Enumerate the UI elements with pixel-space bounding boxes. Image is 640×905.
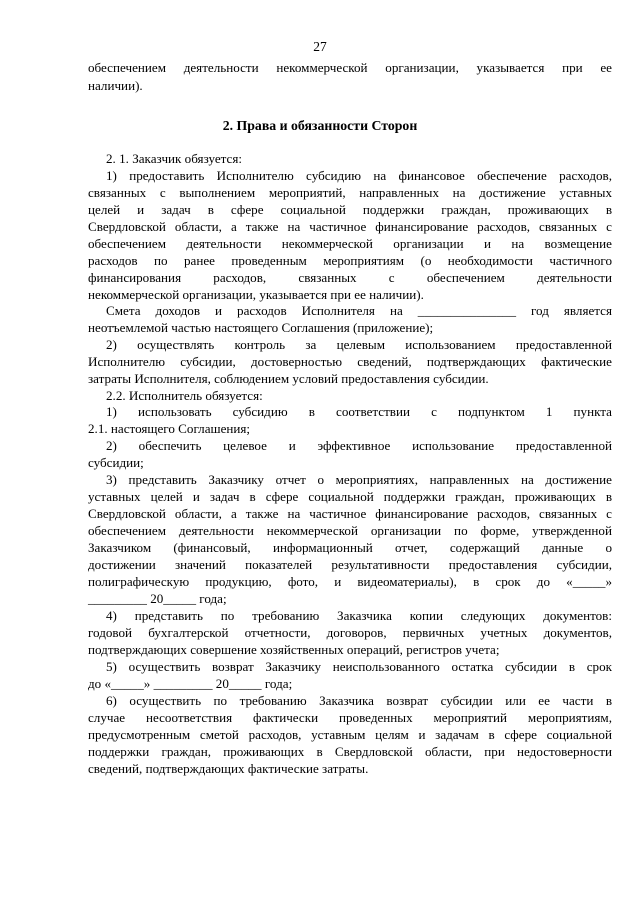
text-line: финансирования расходов, связанных с обеспечением деятельности	[88, 270, 612, 285]
text-line: Смета доходов и расходов Исполнителя на _______________ год является	[106, 303, 612, 318]
page-number: 27	[313, 39, 327, 54]
text-line: 2.1. настоящего Соглашения;	[88, 421, 251, 436]
text-line: предусмотренным сметой расходов, уставным целям и задачам в сфере социальной	[88, 727, 612, 742]
section-heading: 2. Права и обязанности Сторон	[222, 118, 418, 133]
text-line: целей и задач в сфере социальной поддержки граждан, проживающих в	[88, 202, 612, 217]
text-line: подтверждающих совершение хозяйственных операций, регистров учета;	[88, 642, 500, 657]
text-line: Свердловской области, а также на частичное финансирование расходов, связанных с	[88, 219, 612, 234]
text-line: 4) представить по требованию Заказчика копии следующих документов:	[106, 608, 612, 623]
text-line: достижении значений показателей результативности предоставления субсидии,	[88, 557, 612, 572]
text-line: поддержки граждан, проживающих в Свердловской области, при недостоверности	[88, 744, 612, 759]
text-line: некоммерческой организации, указывается при ее наличии).	[88, 287, 424, 302]
text-line: до «_____» _________ 20_____ года;	[88, 676, 293, 691]
text-line: субсидии;	[88, 455, 144, 470]
text-line: полиграфическую продукцию, фото, и видеоматериалы), в срок до «_____»	[88, 574, 612, 589]
text-line: связанных с выполнением мероприятий, направленных на достижение уставных	[88, 185, 612, 200]
text-line: 3) представить Заказчику отчет о мероприятиях, направленных на достижение	[106, 472, 612, 487]
text-line: Свердловской области, а также на частичное финансирование расходов, связанных с	[88, 506, 612, 521]
text-line: 2) осуществлять контроль за целевым использованием предоставленной	[106, 337, 612, 352]
text-line: сведений, подтверждающих фактические затраты.	[88, 761, 369, 776]
text-line: случае несоответствия фактически проведенных мероприятий мероприятиям,	[88, 710, 612, 725]
text-line: 1) использовать субсидию в соответствии с подпунктом 1 пункта	[106, 404, 612, 419]
text-line: Исполнителю субсидии, достоверностью сведений, подтверждающих фактические	[88, 354, 612, 369]
text-line: _________ 20_____ года;	[88, 591, 227, 606]
text-line: 2.2. Исполнитель обязуется:	[106, 388, 263, 403]
text-line: уставных целей и задач в сфере социальной поддержки граждан, проживающих в	[88, 489, 612, 504]
text-line: наличии).	[88, 78, 143, 93]
text-line: неотъемлемой частью настоящего Соглашения (приложение);	[88, 320, 434, 335]
text-line: обеспечением деятельности некоммерческой организации и на возмещение	[88, 236, 612, 251]
text-line: 6) осуществить по требованию Заказчика возврат субсидии или ее части в	[106, 693, 612, 708]
text-line: расходов по ранее проведенным мероприятиям (о необходимости частичного	[88, 253, 612, 268]
text-line: Заказчиком (финансовый, информационный отчет, содержащий данные о	[88, 540, 612, 555]
text-line: 2. 1. Заказчик обязуется:	[106, 151, 243, 166]
text-line: затраты Исполнителя, соблюдением условий предоставления субсидии.	[88, 371, 489, 386]
text-line: 1) предоставить Исполнителю субсидию на финансовое обеспечение расходов,	[106, 168, 612, 183]
text-line: 2) обеспечить целевое и эффективное использование предоставленной	[106, 438, 612, 453]
text-line: обеспечением деятельности некоммерческой организации по форме, утвержденной	[88, 523, 612, 538]
text-line: 5) осуществить возврат Заказчику неиспользованного остатка субсидии в срок	[106, 659, 612, 674]
text-line: обеспечением деятельности некоммерческой организации, указывается при ее	[88, 60, 612, 75]
text-line: годовой бухгалтерской отчетности, договоров, первичных учетных документов,	[88, 625, 612, 640]
